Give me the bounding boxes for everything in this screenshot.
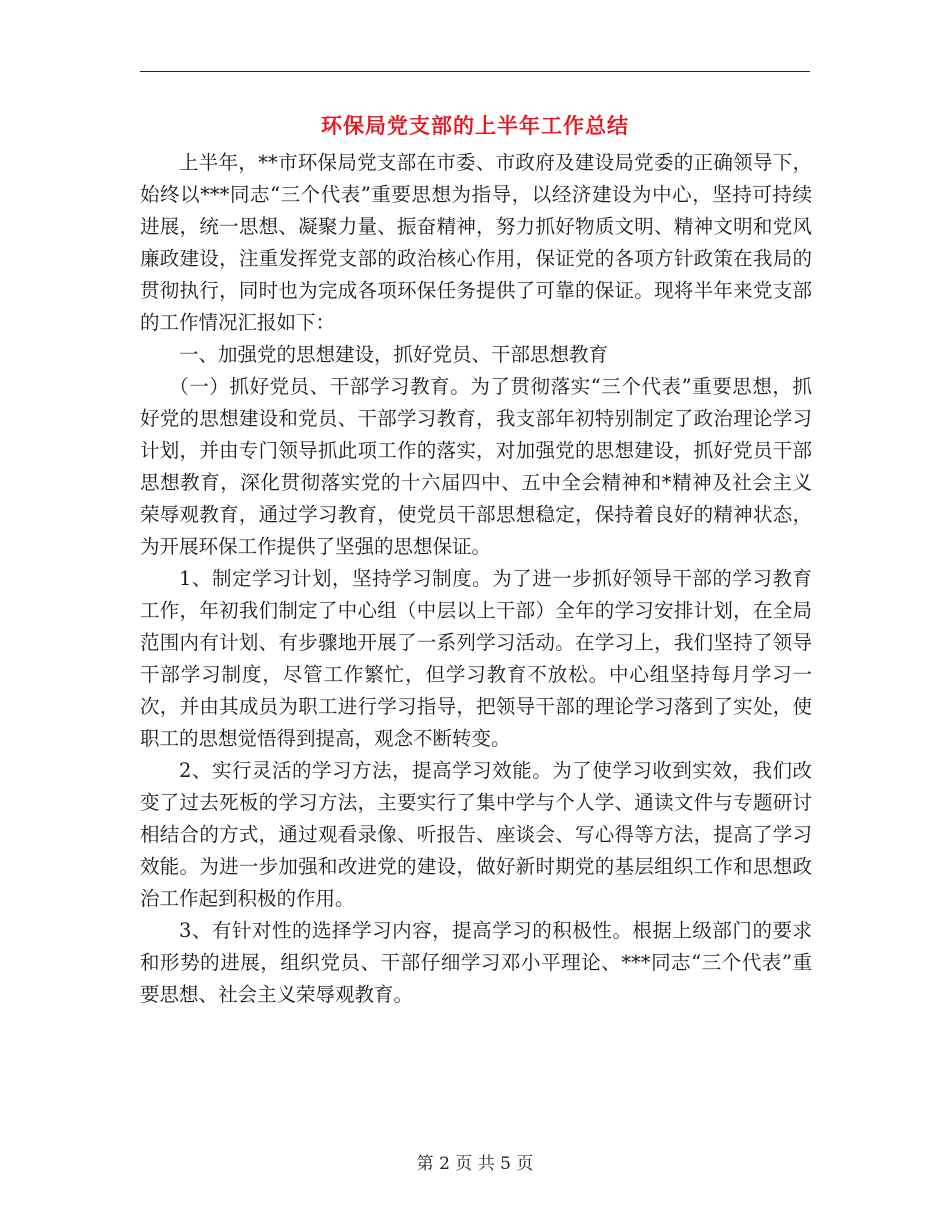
item-paragraph-2: 2、实行灵活的学习方法，提高学习效能。为了使学习收到实效，我们改变了过去死板的学习方法，主要实行了集中学与个人学、通读文件与专题研讨相结合的方式，通过观看录像、听报告、座谈会、写心得等方法，提高了学习效能。为进一步加强和改进党的建设，做好新时期党的基层组织工作和思想政治工作起到积极的作用。 xyxy=(140,759,812,910)
section-heading: 一、加强党的思想建设，抓好党员、干部思想教育 xyxy=(179,343,609,366)
header-rule xyxy=(140,71,810,72)
document-title: 环保局党支部的上半年工作总结 xyxy=(321,114,629,138)
page-number: 第 2 页 共 5 页 xyxy=(416,1154,534,1174)
subsection-paragraph: （一）抓好党员、干部学习教育。为了贯彻落实“三个代表”重要思想，抓好党的思想建设和党员、干部学习教育，我支部年初特别制定了政治理论学习计划，并由专门领导抓此项工作的落实，对加强党的思想建设，抓好党员干部思想教育，深化贯彻落实党的十六届四中、五中全会精神和*精神及社会主义荣辱观教育，通过学习教育，使党员干部思想稳定，保持着良好的精神状态，为开展环保工作提供了坚强的思想保证。 xyxy=(140,375,812,558)
item-paragraph-3: 3、有针对性的选择学习内容，提高学习的积极性。根据上级部门的要求和形势的进展，组织党员、干部仔细学习邓小平理论、***同志“三个代表”重要思想、社会主义荣辱观教育。 xyxy=(140,919,812,1006)
document-body xyxy=(140,147,812,1011)
intro-paragraph: 上半年，**市环保局党支部在市委、市政府及建设局党委的正确领导下，始终以***同志“三个代表”重要思想为指导，以经济建设为中心，坚持可持续进展，统一思想、凝聚力量、振奋精神，努力抓好物质文明、精神文明和党风廉政建设，注重发挥党支部的政治核心作用，保证党的各项方针政策在我局的贯彻执行，同时也为完成各项环保任务提供了可靠的保证。现将半年来党支部的工作情况汇报如下： xyxy=(140,151,812,334)
item-paragraph-1: 1、制定学习计划，坚持学习制度。为了进一步抓好领导干部的学习教育工作，年初我们制定了中心组（中层以上干部）全年的学习安排计划，在全局范围内有计划、有步骤地开展了一系列学习活动。在学习上，我们坚持了领导干部学习制度，尽管工作繁忙，但学习教育不放松。中心组坚持每月学习一次，并由其成员为职工进行学习指导，把领导干部的理论学习落到了实处，使职工的思想觉悟得到提高，观念不断转变。 xyxy=(140,567,812,750)
